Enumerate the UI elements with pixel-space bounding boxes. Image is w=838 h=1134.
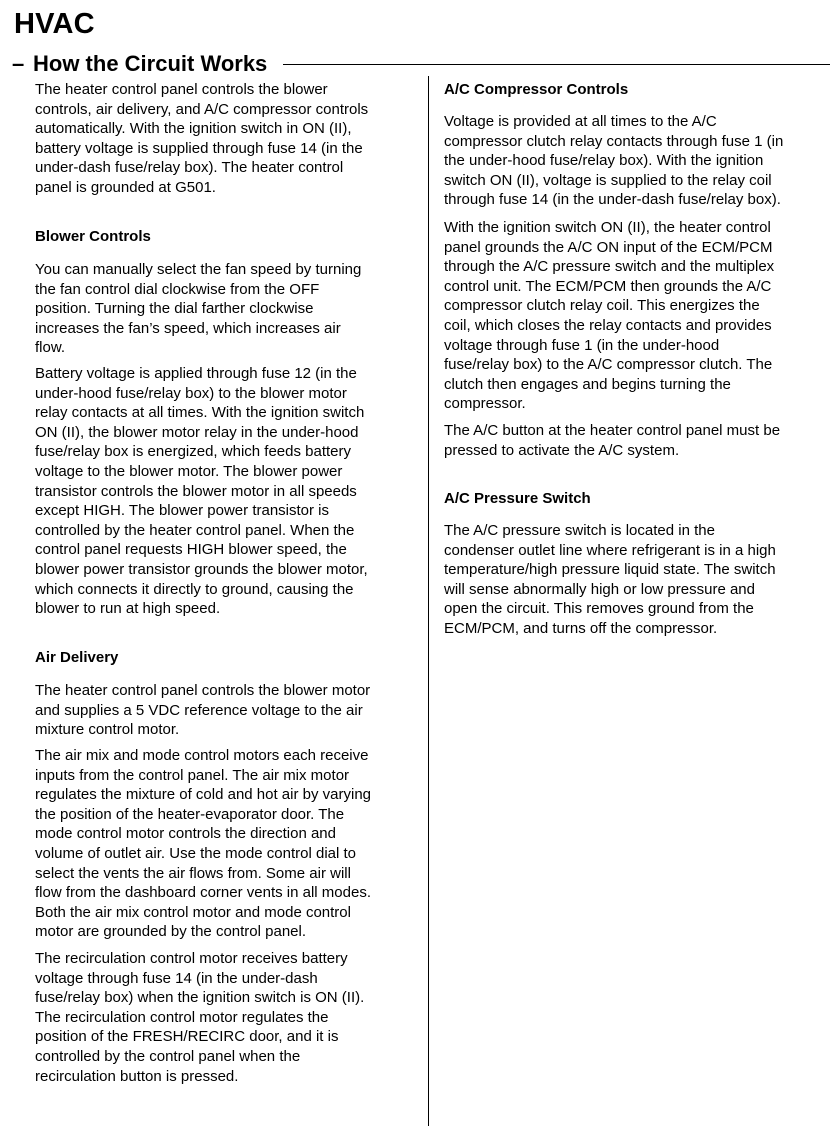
ac-compressor-controls-paragraph-1: Voltage is provided at all times to the A/C compressor clutch relay contacts through fuse 1 (in the under-hood fuse/relay box). With the ignition switch ON (II), voltage is supplied to the relay coil through fuse 14 (in the under-dash fuse/relay box). xyxy=(444,113,784,209)
ac-compressor-controls-paragraph-3: The A/C button at the heater control panel must be pressed to activate the A/C system. xyxy=(444,422,781,459)
column-divider xyxy=(428,76,429,1126)
section-header xyxy=(12,52,830,76)
air-delivery-paragraph-3: The recirculation control motor receives battery voltage through fuse 14 (in the under-dash fuse/relay box) when the ignition switch is ON (II). The recirculation control motor regulates the position of the FRESH/RECIRC door, and it is controlled by the control panel when the recirculation button is pressed. xyxy=(35,950,365,1085)
section-title: How the Circuit Works xyxy=(33,51,268,76)
blower-controls-heading: Blower Controls xyxy=(35,228,151,245)
page-title: HVAC xyxy=(14,8,95,40)
air-delivery-heading: Air Delivery xyxy=(35,649,119,666)
intro-paragraph: The heater control panel controls the blower controls, air delivery, and A/C compressor controls automatically. With the ignition switch in ON (II), battery voltage is supplied through fuse 14 (in the under-dash fuse/relay box). The heater control panel is grounded at G501. xyxy=(35,81,369,196)
blower-controls-paragraph-2: Battery voltage is applied through fuse 12 (in the under-hood fuse/relay box) to the blower motor relay contacts at all times. With the ignition switch ON (II), the blower motor relay in the under-hood fuse/relay box is energized, which feeds battery voltage to the blower motor. The blower power transistor controls the blower motor in all speeds except HIGH. The blower power transistor is controlled by the heater control panel. When the control panel requests HIGH blower speed, the blower power transistor grounds the blower motor, which connects it directly to ground, causing the blower to run at high speed. xyxy=(35,365,368,618)
ac-pressure-switch-paragraph-1: The A/C pressure switch is located in the condenser outlet line where refrigerant is in a high temperature/high pressure liquid state. The switch will sense abnormally high or low pressure and open the circuit. This removes ground from the ECM/PCM, and turns off the compressor. xyxy=(444,522,776,637)
section-dash: – xyxy=(12,51,25,76)
blower-controls-paragraph-1: You can manually select the fan speed by turning the fan control dial clockwise from the OFF position. Turning the dial farther clockwise increases the fan’s speed, which increases air flow. xyxy=(35,261,362,357)
ac-compressor-controls-paragraph-2: With the ignition switch ON (II), the heater control panel grounds the A/C ON input of the ECM/PCM through the A/C pressure switch and the multiplex control unit. The ECM/PCM then grounds the A/C compressor clutch relay coil. This energizes the coil, which closes the relay contacts and provides voltage through fuse 1 (in the under-hood fuse/relay box) to the A/C compressor clutch. The clutch then engages and begins turning the compressor. xyxy=(444,219,775,413)
ac-pressure-switch-heading: A/C Pressure Switch xyxy=(444,490,591,507)
ac-compressor-controls-heading: A/C Compressor Controls xyxy=(444,81,629,98)
air-delivery-paragraph-2: The air mix and mode control motors each receive inputs from the control panel. The air mix motor regulates the mixture of cold and hot air by varying the position of the heater-evaporator door. The mode control motor controls the direction and volume of outlet air. Use the mode control dial to select the vents the air flows from. Some air will flow from the dashboard corner vents in all modes. Both the air mix control motor and mode control motor are grounded by the control panel. xyxy=(35,747,372,941)
air-delivery-paragraph-1: The heater control panel controls the blower motor and supplies a 5 VDC reference voltage to the air mixture control motor. xyxy=(35,682,371,739)
section-rule xyxy=(283,64,830,65)
